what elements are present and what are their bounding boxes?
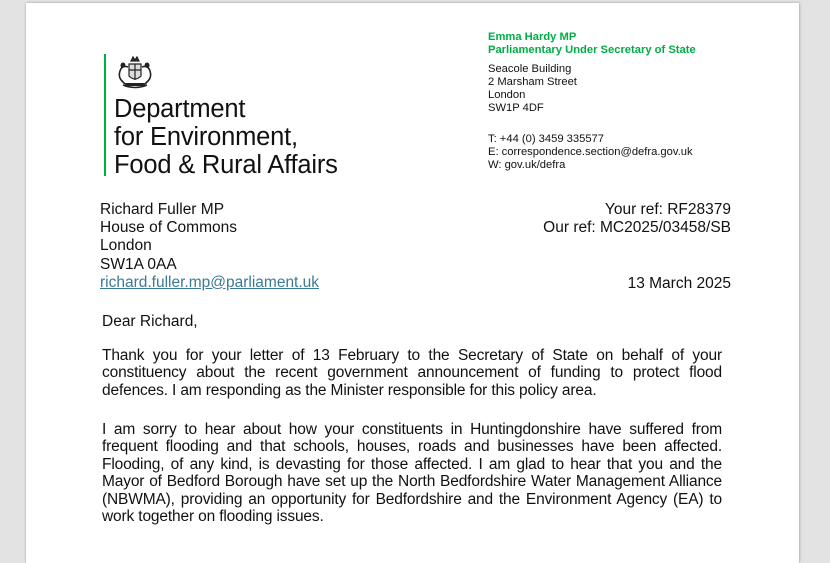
sender-address-line: London bbox=[488, 89, 526, 101]
department-line: for Environment, bbox=[114, 123, 298, 151]
recipient-line: House of Commons bbox=[100, 219, 237, 237]
sender-title: Parliamentary Under Secretary of State bbox=[488, 44, 696, 56]
sender-address-line: 2 Marsham Street bbox=[488, 76, 577, 88]
department-line: Food & Rural Affairs bbox=[114, 151, 338, 179]
body-paragraph: Thank you for your letter of 13 February to the Secretary of State on behalf of your constituency about the recent government announcement of funding to protect flood defences. I am responding as the Minister responsible for this policy area. bbox=[102, 347, 722, 399]
letter-page bbox=[26, 3, 799, 563]
our-ref: Our ref: MC2025/03458/SB bbox=[543, 219, 731, 237]
sender-block bbox=[488, 31, 696, 172]
sender-web: W: gov.uk/defra bbox=[488, 159, 566, 171]
recipient-line: London bbox=[100, 237, 152, 255]
recipient-line: SW1A 0AA bbox=[100, 255, 177, 273]
references-block bbox=[543, 201, 731, 237]
logo-accent-bar bbox=[104, 54, 106, 176]
recipient-line: Richard Fuller MP bbox=[100, 201, 225, 218]
sender-phone: T: +44 (0) 3459 335577 bbox=[488, 133, 605, 145]
department-name bbox=[114, 95, 338, 179]
department-line: Department bbox=[114, 95, 246, 123]
body-paragraph: I am sorry to hear about how your constituents in Huntingdonshire have suffered from frequent flooding and that schools, houses, roads and businesses have been affected. Flooding, of any kind, is devasting for those affected. I am glad to hear that you and the Mayor of Bedford Borough have set up the North Bedfordshire Water Management Alliance (NBWMA), providing an opportunity for Bedfordshire and the Environment Agency (EA) to work together on flooding issues. bbox=[102, 421, 722, 526]
sender-name: Emma Hardy MP bbox=[488, 31, 577, 43]
sender-address-line: SW1P 4DF bbox=[488, 102, 544, 114]
salutation: Dear Richard, bbox=[102, 313, 198, 330]
recipient-block bbox=[100, 201, 319, 292]
recipient-email-link[interactable]: richard.fuller.mp@parliament.uk bbox=[100, 273, 320, 291]
sender-email: E: correspondence.section@defra.gov.uk bbox=[488, 146, 693, 158]
letter-date: 13 March 2025 bbox=[627, 275, 731, 292]
your-ref: Your ref: RF28379 bbox=[604, 201, 731, 218]
sender-address-line: Seacole Building bbox=[488, 63, 572, 75]
royal-coat-of-arms-icon bbox=[115, 55, 155, 91]
